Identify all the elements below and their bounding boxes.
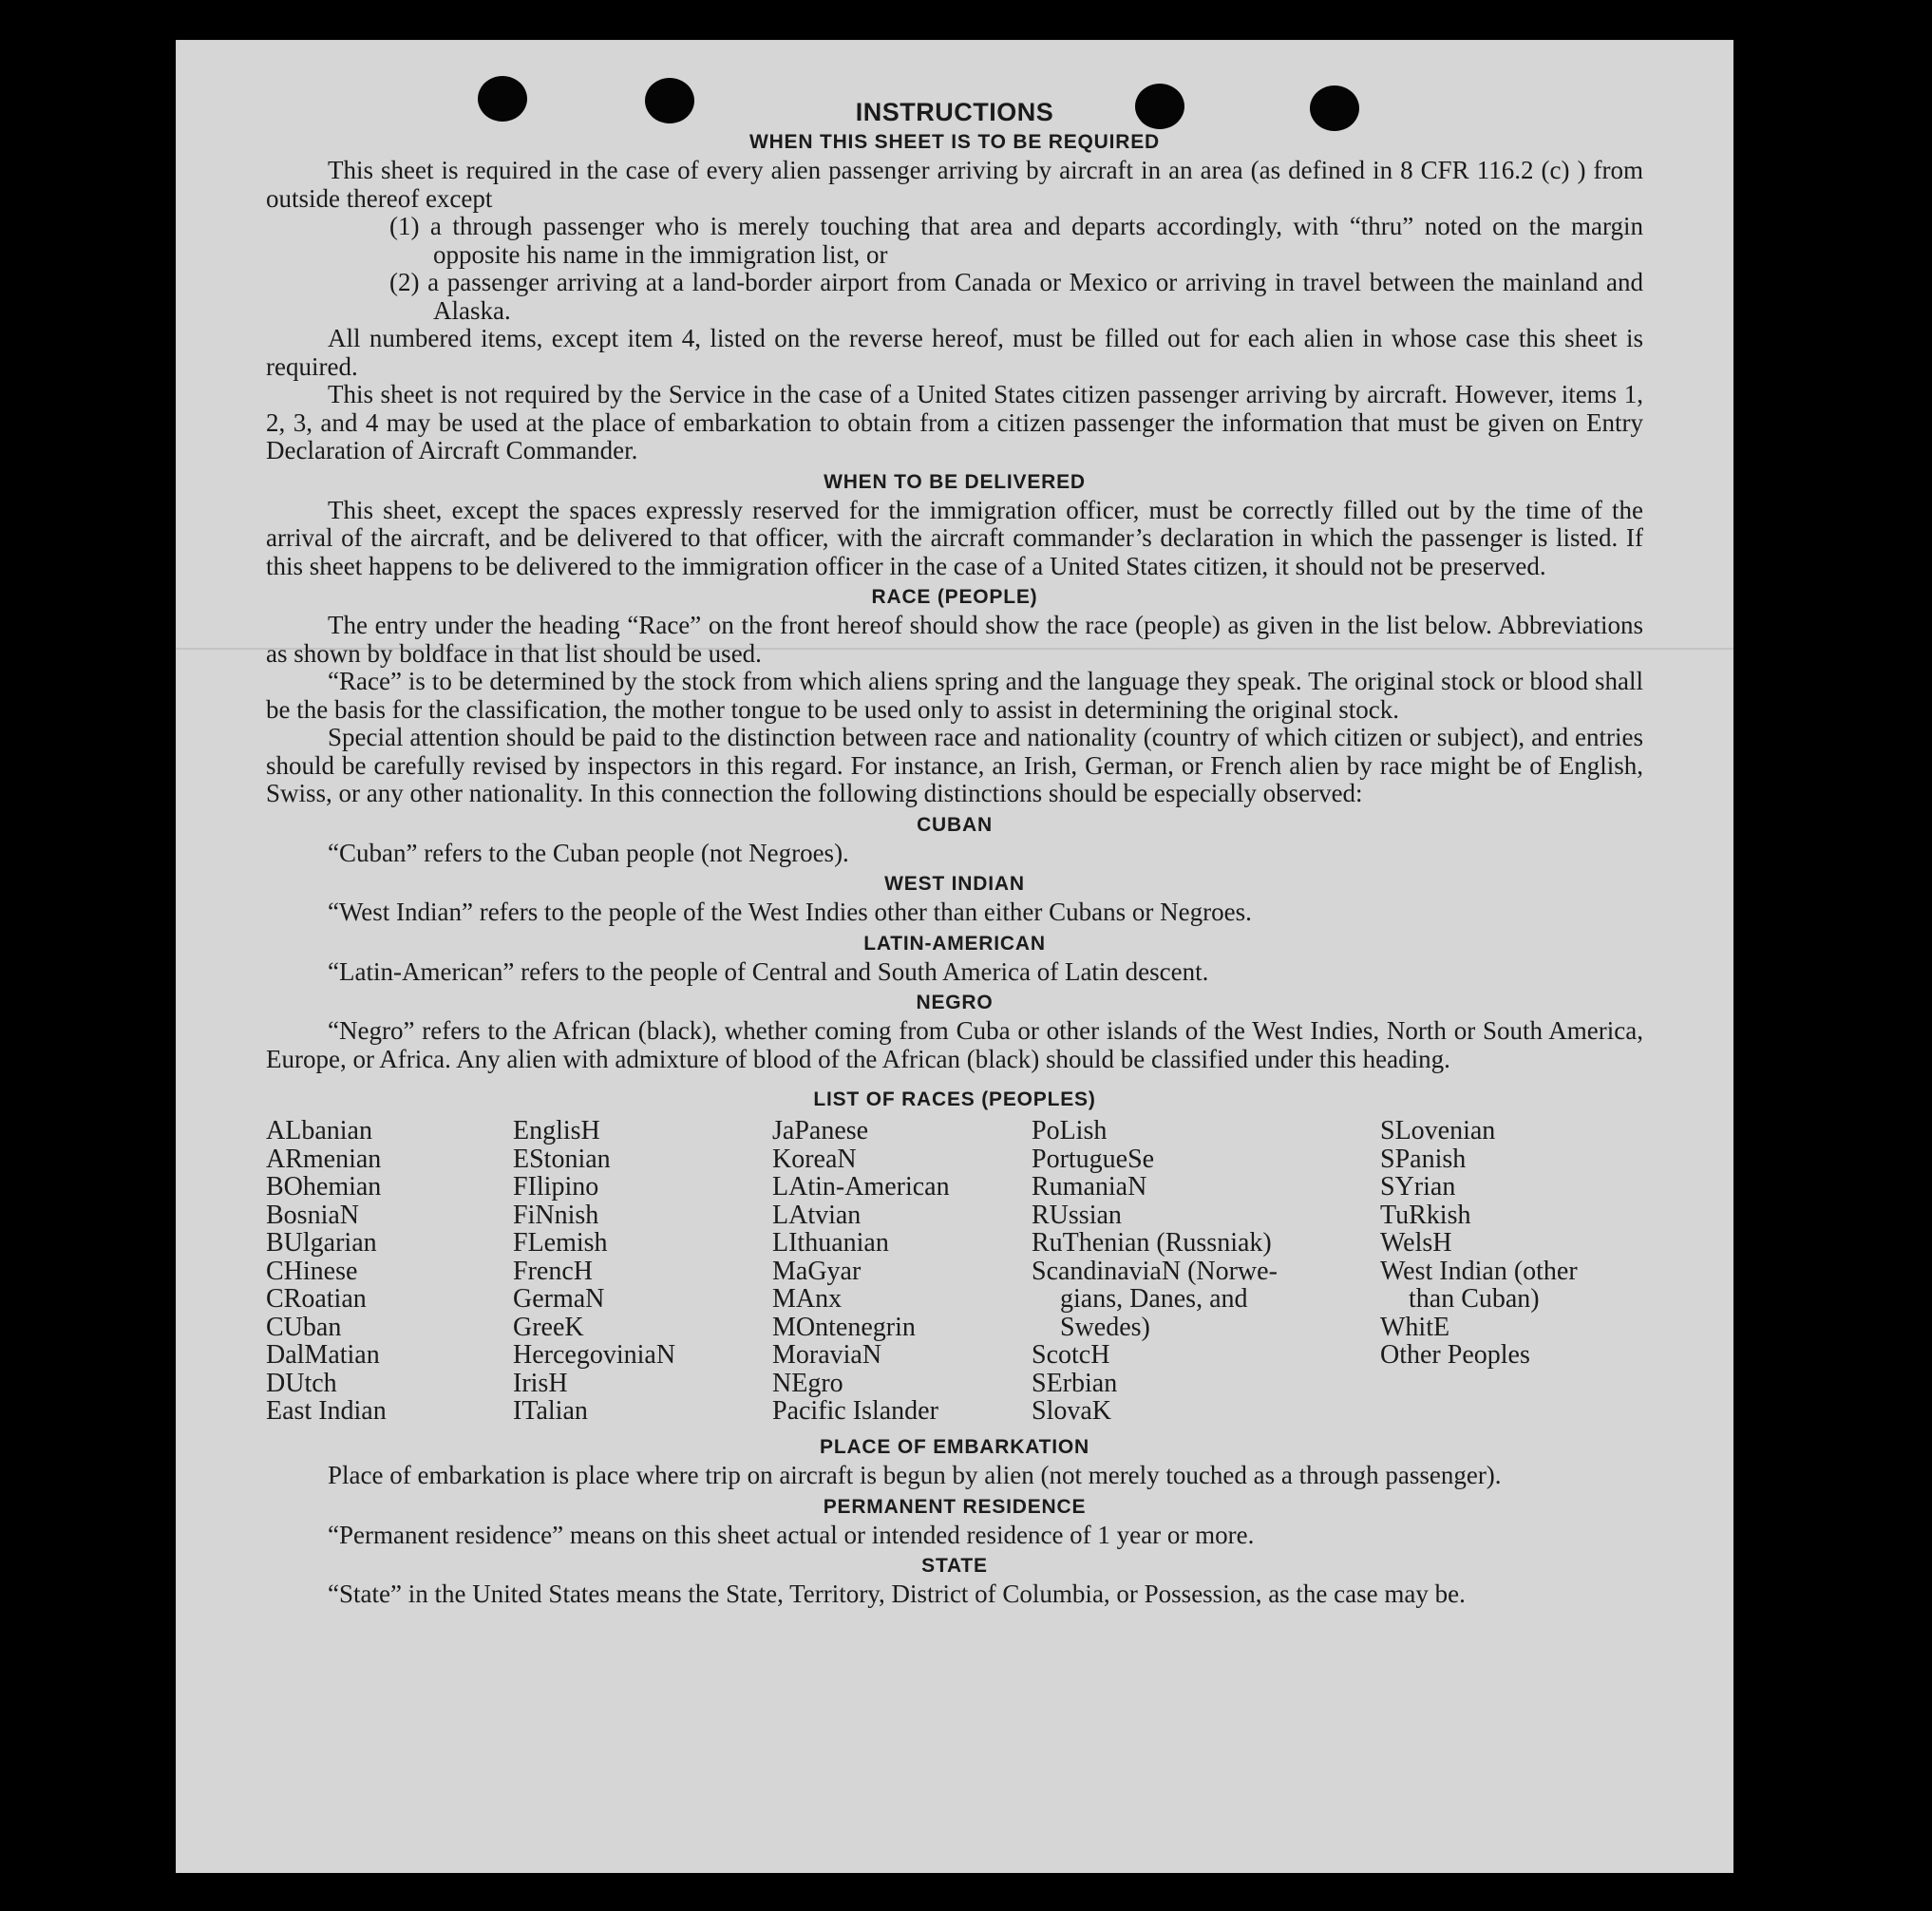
paragraph: This sheet, except the spaces expressly reserved for the immigration officer, must be correctly filled out by the time of the arrival of the aircraft, and be delivered to that officer, with the aircraft commander’s declaration in which the passenger is listed. If this sheet happens to be delivered to the immigration officer in the case of a United States citizen, it should not be preserved.	[266, 495, 1643, 580]
paragraph: “State” in the United States means the State, Territory, District of Columbia, or Possession, as the case may be.	[328, 1580, 1466, 1608]
heading-race: RACE (PEOPLE)	[871, 586, 1038, 608]
heading-cuban: CUBAN	[917, 813, 993, 836]
race-item: DUtch	[266, 1368, 337, 1398]
document-page	[176, 40, 1733, 1873]
race-item: FIlipino	[513, 1172, 599, 1201]
race-item: FrencH	[513, 1256, 593, 1286]
race-item: GermaN	[513, 1284, 605, 1314]
race-item: CUban	[266, 1312, 342, 1342]
paragraph: Place of embarkation is place where trip on aircraft is begun by alien (not merely touched as a through passenger).	[328, 1461, 1502, 1489]
race-item: ScandinaviaN (Norwe-	[1032, 1256, 1278, 1286]
race-item: IrisH	[513, 1368, 568, 1398]
race-item: FiNnish	[513, 1200, 599, 1230]
paragraph: “West Indian” refers to the people of the West Indies other than either Cubans or Negroes.	[328, 898, 1252, 926]
paragraph: “Permanent residence” means on this sheet actual or intended residence of 1 year or more.	[328, 1520, 1255, 1549]
race-item: WelsH	[1380, 1228, 1452, 1258]
paragraph: “Latin-American” refers to the people of Central and South America of Latin descent.	[328, 956, 1209, 986]
race-item: SLovenian	[1380, 1116, 1496, 1145]
races-column	[1380, 1117, 1578, 1370]
race-item: LAtin-American	[772, 1172, 950, 1201]
race-item: KoreaN	[772, 1144, 857, 1174]
heading-when-delivered: WHEN TO BE DELIVERED	[824, 470, 1086, 493]
heading-embarkation: PLACE OF EMBARKATION	[820, 1436, 1089, 1458]
race-item: DalMatian	[266, 1340, 380, 1370]
race-item: BosniaN	[266, 1200, 359, 1230]
paragraph: Special attention should be paid to the distinction between race and nationality (country of which citizen or subject), and entries should be carefully revised by inspectors in this regard. For instance, an Irish, German, or French alien by race might be of English, Swiss, or any other nationality. In this connection the following distinctions should be especially observed:	[266, 723, 1643, 807]
paragraph: This sheet is required in the case of every alien passenger arriving by aircraft in an area (as defined in 8 CFR 116.2 (c) ) from outside thereof except	[266, 156, 1643, 213]
heading-list-of-races: LIST OF RACES (PEOPLES)	[813, 1088, 1096, 1110]
race-item: ScotcH	[1032, 1340, 1110, 1370]
race-item: EnglisH	[513, 1116, 600, 1145]
race-item: SYrian	[1380, 1172, 1456, 1201]
race-item: MaGyar	[772, 1256, 862, 1286]
list-item: (2) a passenger arriving at a land-border airport from Canada or Mexico or arriving in travel between the mainland and Alaska.	[389, 268, 1643, 325]
race-item: RumaniaN	[1032, 1172, 1147, 1201]
race-item: MAnx	[772, 1284, 843, 1314]
race-item: NEgro	[772, 1368, 843, 1398]
paragraph: “Race” is to be determined by the stock from which aliens spring and the language they speak. The original stock or blood shall be the basis for the classification, the mother tongue to be used only to assist in determining the original stock.	[266, 667, 1643, 724]
paragraph: The entry under the heading “Race” on the front hereof should show the race (people) as given in the list below. Abbreviations as shown by boldface in that list should be used.	[266, 611, 1643, 668]
race-item: BOhemian	[266, 1172, 382, 1201]
paragraph: All numbered items, except item 4, listed on the reverse hereof, must be filled out for each alien in whose case this sheet is required.	[266, 324, 1643, 381]
race-item: CRoatian	[266, 1284, 367, 1314]
heading-permanent-residence: PERMANENT RESIDENCE	[823, 1495, 1087, 1518]
race-item: RuThenian (Russniak)	[1032, 1228, 1272, 1258]
race-item: Pacific Islander	[772, 1396, 938, 1426]
race-item: CHinese	[266, 1256, 358, 1286]
races-column	[772, 1117, 950, 1426]
heading-latin-american: LATIN-AMERICAN	[863, 932, 1046, 955]
race-item: ALbanian	[266, 1116, 372, 1145]
race-item: EStonian	[513, 1144, 611, 1174]
race-item: TuRkish	[1380, 1200, 1471, 1230]
races-column	[266, 1117, 387, 1426]
race-item: HercegoviniaN	[513, 1340, 676, 1370]
race-item: ARmenian	[266, 1144, 382, 1174]
race-item: East Indian	[266, 1396, 387, 1426]
race-item: RUssian	[1032, 1200, 1122, 1230]
race-item: MoraviaN	[772, 1340, 882, 1370]
race-item: Other Peoples	[1380, 1340, 1530, 1370]
heading-west-indian: WEST INDIAN	[884, 873, 1025, 895]
race-item: gians, Danes, and	[1060, 1284, 1248, 1314]
race-item: FLemish	[513, 1228, 608, 1258]
race-item: WhitE	[1380, 1312, 1450, 1342]
race-item: SPanish	[1380, 1144, 1467, 1174]
paragraph: This sheet is not required by the Service in the case of a United States citizen passenger arriving by aircraft. However, items 1, 2, 3, and 4 may be used at the place of embarkation to obtain from a citizen passenger the information that must be given on Entry Declaration of Aircraft Commander.	[266, 380, 1643, 464]
race-item: SErbian	[1032, 1368, 1118, 1398]
race-item: SlovaK	[1032, 1396, 1111, 1426]
race-item: PoLish	[1032, 1116, 1108, 1145]
heading-negro: NEGRO	[916, 992, 994, 1013]
race-item: GreeK	[513, 1312, 584, 1342]
races-column	[513, 1117, 675, 1426]
races-list	[266, 1116, 1643, 1426]
race-item: Swedes)	[1060, 1312, 1150, 1342]
races-column	[1032, 1117, 1278, 1426]
instructions-content	[266, 95, 1643, 1609]
race-item: West Indian (other	[1380, 1256, 1578, 1286]
race-item: MOntenegrin	[772, 1312, 916, 1342]
race-item: LIthuanian	[772, 1228, 889, 1258]
race-item: ITalian	[513, 1396, 588, 1426]
race-item: BUlgarian	[266, 1228, 377, 1258]
heading-state: STATE	[921, 1555, 988, 1577]
race-item: LAtvian	[772, 1200, 862, 1230]
page-title: INSTRUCTIONS	[855, 98, 1054, 126]
paragraph: “Cuban” refers to the Cuban people (not Negroes).	[328, 838, 849, 867]
list-item: (1) a through passenger who is merely touching that area and departs accordingly, with “thru” noted on the margin opposite his name in the immigration list, or	[389, 212, 1643, 269]
paragraph: “Negro” refers to the African (black), whether coming from Cuba or other islands of the West Indies, North or South America, Europe, or Africa. Any alien with admixture of blood of the African (black) should be classified under this heading.	[266, 1016, 1643, 1073]
heading-when-required: WHEN THIS SHEET IS TO BE REQUIRED	[748, 131, 1161, 153]
race-item: JaPanese	[772, 1116, 869, 1145]
race-item: PortugueSe	[1032, 1144, 1155, 1174]
race-item: than Cuban)	[1409, 1284, 1540, 1314]
